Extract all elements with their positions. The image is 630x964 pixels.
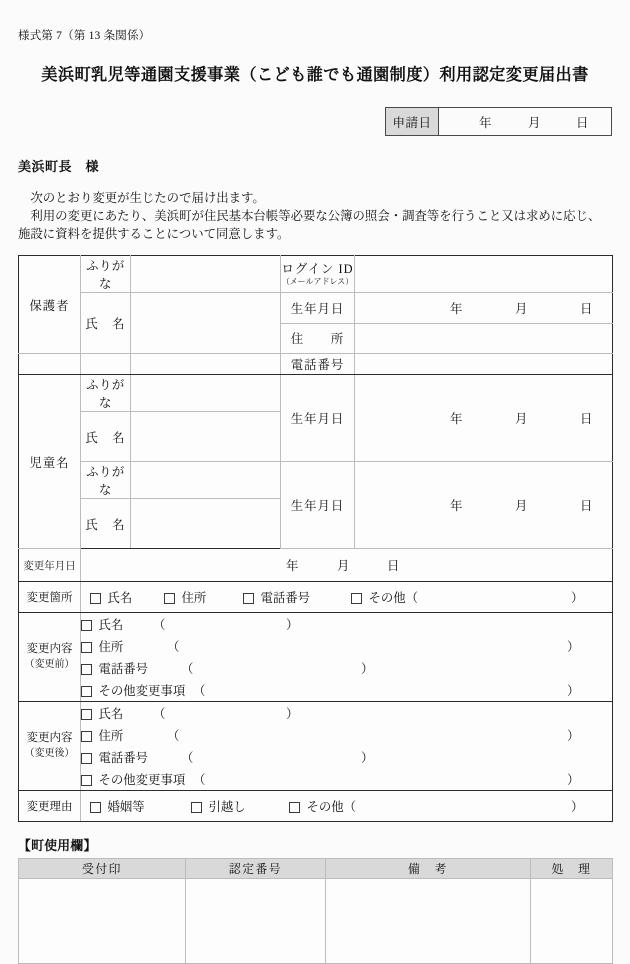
town-use-col-remarks: 備 考: [326, 859, 531, 879]
change-location-option-phone-label: 電話番号: [260, 591, 311, 606]
change-location-checkbox-row: [81, 582, 612, 612]
change-after-options: [81, 702, 613, 791]
change-before-row-phone: [81, 657, 612, 679]
guardian-login-id-sub: （メールアドレス）: [281, 277, 354, 287]
checkbox-icon[interactable]: [81, 642, 92, 653]
change-before-row-name: [81, 613, 612, 635]
change-before-options: [81, 613, 613, 702]
child1-birth-month: 月: [515, 412, 528, 427]
change-location-option-phone[interactable]: [243, 588, 310, 606]
child1-furigana-input[interactable]: [131, 375, 281, 412]
checkbox-icon[interactable]: [289, 802, 300, 813]
change-reason-moving-label: 引越し: [208, 800, 246, 815]
page-title: 美浜町乳児等通園支援事業（こども誰でも通園制度）利用認定変更届出書: [41, 65, 589, 84]
checkbox-icon[interactable]: [243, 593, 254, 604]
change-after-other-label: その他変更事項: [98, 773, 186, 788]
change-before-other-close: ）: [567, 684, 580, 699]
guardian-furigana-row: [19, 256, 613, 293]
checkbox-icon[interactable]: [81, 686, 92, 697]
change-after-name-close: ）: [286, 707, 299, 722]
change-after-other-close: ）: [567, 773, 580, 788]
guardian-birth-day: 日: [580, 301, 593, 316]
change-before-phone[interactable]: [81, 659, 148, 677]
application-date-value[interactable]: [439, 108, 611, 135]
child1-name-input[interactable]: [131, 412, 281, 462]
town-use-cell-receipt-seal[interactable]: [19, 879, 186, 964]
checkbox-icon[interactable]: [81, 775, 92, 786]
checkbox-icon[interactable]: [351, 593, 362, 604]
child2-birth-ymd: [355, 495, 612, 515]
child2-name-input[interactable]: [131, 499, 281, 549]
checkbox-icon[interactable]: [81, 664, 92, 675]
change-reason-label: 変更理由: [19, 791, 81, 822]
change-date-ymd: [81, 549, 612, 581]
child1-birth-day: 日: [580, 412, 593, 427]
guardian-birth-ymd: [355, 298, 612, 318]
checkbox-icon[interactable]: [81, 709, 92, 720]
guardian-phone-label: 電話番号: [281, 354, 355, 375]
intro-line-2: 利用の変更にあたり、美浜町が住民基本台帳等必要な公簿の照会・調査等を行うこと又は求めに応じ、施設に資料を提供することについて同意します。: [18, 209, 601, 242]
change-location-option-name-label: 氏名: [107, 591, 133, 606]
change-date-month: 月: [337, 559, 350, 574]
change-before-row-address: [81, 635, 612, 657]
town-use-header-row: [19, 859, 613, 879]
change-after-name-label: 氏名: [98, 707, 124, 722]
change-before-other-label: その他変更事項: [98, 684, 186, 699]
town-use-cell-certification-number[interactable]: [186, 879, 326, 964]
change-before-address[interactable]: [81, 637, 123, 655]
change-before-address-label: 住所: [98, 640, 124, 655]
change-after-address-close: ）: [567, 729, 580, 744]
guardian-address-label: 住 所: [281, 323, 355, 354]
change-before-label-line1: 変更内容: [26, 642, 73, 655]
guardian-furigana-input[interactable]: [131, 256, 281, 293]
checkbox-icon[interactable]: [164, 593, 175, 604]
child1-birth-input[interactable]: [355, 375, 613, 462]
change-after-row-other: [81, 768, 612, 790]
change-location-close-paren: ）: [571, 591, 584, 606]
change-after-other-open: （: [193, 773, 206, 788]
guardian-birth-input[interactable]: [355, 293, 613, 324]
guardian-name-cell-spacer: [81, 354, 131, 375]
children-label: 児童名: [19, 375, 81, 549]
change-location-label: 変更箇所: [19, 582, 81, 613]
change-after-phone[interactable]: [81, 748, 148, 766]
change-location-options: [81, 582, 613, 613]
change-before-name[interactable]: [81, 615, 123, 633]
change-reason-row: [19, 791, 613, 822]
change-date-row: [19, 549, 613, 582]
change-date-year: 年: [286, 559, 299, 574]
child1-furigana-label: ふりがな: [81, 375, 131, 412]
change-before-label-line2: （変更前）: [24, 659, 75, 671]
town-use-title: 【町使用欄】: [18, 839, 97, 854]
change-location-option-other[interactable]: [351, 588, 418, 606]
guardian-name-input[interactable]: [131, 293, 281, 354]
checkbox-icon[interactable]: [81, 731, 92, 742]
change-after-label: [19, 702, 81, 791]
change-after-address-open: （: [167, 729, 180, 744]
child1-name-label: 氏 名: [81, 412, 131, 462]
change-reason-options: [81, 791, 613, 822]
guardian-login-id-text: ログイン ID: [281, 261, 354, 276]
child2-furigana-label: ふりがな: [81, 462, 131, 499]
child1-furigana-row: [19, 375, 613, 412]
town-use-cell-processing[interactable]: [531, 879, 613, 964]
change-before-other-open: （: [193, 684, 206, 699]
guardian-phone-row: [19, 354, 613, 375]
change-after-name[interactable]: [81, 704, 123, 722]
change-before-row-other: [81, 679, 612, 701]
child2-birth-label: 生年月日: [281, 462, 355, 549]
change-after-row-name: [81, 702, 612, 724]
guardian-furigana-label: ふりがな: [81, 256, 131, 293]
checkbox-icon[interactable]: [191, 802, 202, 813]
change-before-name-label: 氏名: [98, 618, 124, 633]
town-use-col-certification-number: 認定番号: [186, 859, 326, 879]
main-form-table: [18, 255, 613, 822]
application-date-day: 日: [576, 115, 589, 130]
change-before-name-close: ）: [286, 618, 299, 633]
checkbox-icon[interactable]: [81, 753, 92, 764]
change-reason-close-paren: ）: [571, 800, 584, 815]
change-location-row: [19, 582, 613, 613]
change-reason-other[interactable]: [289, 797, 356, 815]
application-date-year: 年: [479, 115, 492, 130]
change-reason-moving[interactable]: [191, 797, 246, 815]
application-date-label: 申請日: [386, 108, 439, 135]
change-reason-other-label: その他（: [306, 800, 357, 815]
change-reason-marriage-label: 婚姻等: [107, 800, 145, 815]
change-before-name-open: （: [153, 618, 166, 633]
change-before-phone-close: ）: [361, 662, 374, 677]
change-before-address-open: （: [167, 640, 180, 655]
guardian-label-spacer: [19, 354, 81, 375]
town-use-col-processing: 処 理: [531, 859, 613, 879]
change-reason-checkbox-row: [81, 791, 612, 821]
change-before-phone-open: （: [181, 662, 194, 677]
intro-line-1: 次のとおり変更が生じたので届け出ます。: [30, 191, 265, 206]
application-date-wrap: [18, 107, 612, 136]
change-date-day: 日: [387, 559, 400, 574]
child2-birth-input[interactable]: [355, 462, 613, 549]
change-location-option-other-label: その他（: [368, 591, 419, 606]
child2-furigana-row: [19, 462, 613, 499]
guardian-login-id-label: [281, 256, 355, 293]
intro-text: [18, 190, 612, 244]
guardian-birth-year: 年: [450, 301, 463, 316]
change-date-label: 変更年月日: [19, 549, 81, 582]
change-after-row: [19, 702, 613, 791]
change-after-other[interactable]: [81, 770, 185, 788]
application-date-month: 月: [528, 115, 541, 130]
guardian-phone-input[interactable]: [355, 354, 613, 375]
change-before-other[interactable]: [81, 681, 185, 699]
change-after-phone-open: （: [181, 751, 194, 766]
guardian-birth-month: 月: [515, 301, 528, 316]
checkbox-icon[interactable]: [90, 802, 101, 813]
change-before-address-close: ）: [567, 640, 580, 655]
change-after-name-open: （: [153, 707, 166, 722]
guardian-login-id-input[interactable]: [355, 256, 613, 293]
change-after-label-line1: 変更内容: [26, 731, 73, 744]
change-before-row: [19, 613, 613, 702]
guardian-label: 保護者: [19, 256, 81, 354]
town-use-table: [18, 858, 613, 964]
change-after-row-phone: [81, 746, 612, 768]
town-use-body-row: [19, 879, 613, 964]
change-before-phone-label: 電話番号: [98, 662, 149, 677]
checkbox-icon[interactable]: [81, 620, 92, 631]
child1-birth-year: 年: [450, 412, 463, 427]
guardian-address-input[interactable]: [355, 323, 613, 354]
change-before-label: [19, 613, 81, 702]
form-number: 様式第 7（第 13 条関係）: [18, 30, 151, 42]
town-use-cell-remarks[interactable]: [326, 879, 531, 964]
child2-furigana-input[interactable]: [131, 462, 281, 499]
change-after-label-line2: （変更後）: [24, 748, 75, 760]
change-location-option-address[interactable]: [164, 588, 206, 606]
child1-birth-ymd: [355, 408, 612, 428]
child1-birth-label: 生年月日: [281, 375, 355, 462]
change-after-phone-close: ）: [361, 751, 374, 766]
change-reason-marriage[interactable]: [90, 797, 145, 815]
child2-birth-day: 日: [580, 499, 593, 514]
child2-birth-month: 月: [515, 499, 528, 514]
change-location-option-address-label: 住所: [181, 591, 207, 606]
application-date-box: [385, 107, 612, 136]
guardian-birth-label: 生年月日: [281, 293, 355, 324]
child2-name-label: 氏 名: [81, 499, 131, 549]
guardian-name-input-spacer[interactable]: [131, 354, 281, 375]
change-after-phone-label: 電話番号: [98, 751, 149, 766]
checkbox-icon[interactable]: [90, 593, 101, 604]
addressee: 美浜町長 様: [18, 159, 100, 175]
change-location-option-name[interactable]: [90, 588, 132, 606]
guardian-name-label: 氏 名: [81, 293, 131, 354]
town-use-col-receipt-seal: 受付印: [19, 859, 186, 879]
child2-birth-year: 年: [450, 499, 463, 514]
change-after-address[interactable]: [81, 726, 123, 744]
change-date-input[interactable]: [81, 549, 613, 582]
change-after-row-address: [81, 724, 612, 746]
change-after-address-label: 住所: [98, 729, 124, 744]
